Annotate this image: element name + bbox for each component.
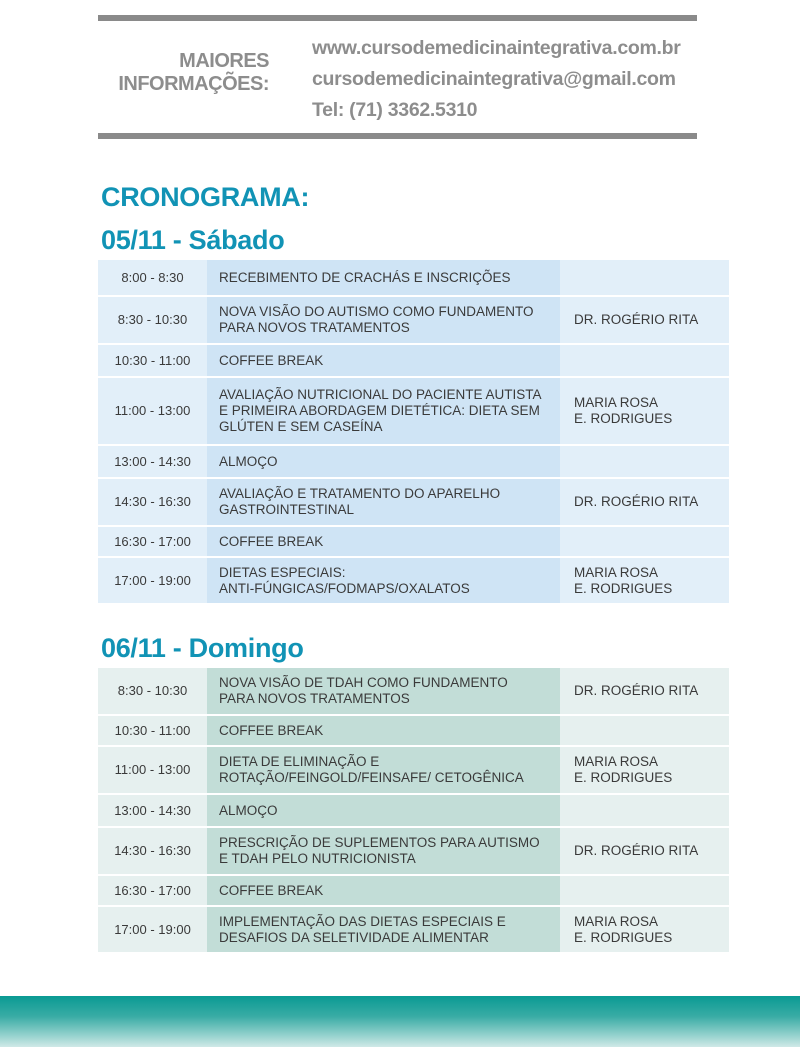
schedule-time: 16:30 - 17:00 bbox=[98, 526, 207, 557]
speaker-line: MARIA ROSA bbox=[574, 395, 659, 410]
activity-line: E TDAH PELO NUTRICIONISTA bbox=[219, 851, 416, 866]
schedule-row bbox=[98, 445, 729, 478]
schedule-activity bbox=[207, 526, 560, 557]
schedule-time: 14:30 - 16:30 bbox=[98, 827, 207, 875]
activity-line: ALMOÇO bbox=[219, 453, 278, 469]
speaker-line: E. RODRIGUES bbox=[574, 411, 673, 426]
day2-heading: 06/11 - Domingo bbox=[101, 633, 304, 663]
schedule-time: 8:30 - 10:30 bbox=[98, 668, 207, 715]
activity-line: ALMOÇO bbox=[219, 802, 278, 818]
schedule-row bbox=[98, 668, 729, 715]
speaker-line: DR. ROGÉRIO RITA bbox=[574, 843, 699, 858]
activity-line: RECEBIMENTO DE CRACHÁS E INSCRIÇÕES bbox=[219, 269, 511, 285]
activity-line: AVALIAÇÃO E TRATAMENTO DO APARELHO bbox=[219, 486, 501, 501]
schedule-speaker bbox=[560, 445, 729, 478]
website-link[interactable]: www.cursodemedicinaintegrativa.com.br bbox=[312, 37, 681, 59]
speaker-line: E. RODRIGUES bbox=[574, 580, 673, 596]
activity-line: DIETAS ESPECIAIS: bbox=[219, 564, 346, 580]
speaker-line: MARIA ROSA bbox=[574, 913, 659, 929]
more-info-label-line2: INFORMAÇÕES: bbox=[118, 73, 269, 95]
top-divider bbox=[98, 15, 697, 21]
schedule-time: 14:30 - 16:30 bbox=[98, 478, 207, 526]
schedule-speaker bbox=[560, 906, 729, 953]
schedule-row bbox=[98, 794, 729, 827]
activity-line: NOVA VISÃO DE TDAH COMO FUNDAMENTO bbox=[219, 675, 508, 690]
schedule-row bbox=[98, 557, 729, 604]
schedule-speaker bbox=[560, 526, 729, 557]
schedule-time: 8:00 - 8:30 bbox=[98, 260, 207, 296]
activity-line: PRESCRIÇÃO DE SUPLEMENTOS PARA AUTISMO bbox=[219, 835, 540, 850]
day1-schedule-table bbox=[98, 260, 729, 605]
schedule-time: 8:30 - 10:30 bbox=[98, 296, 207, 344]
activity-line: COFFEE BREAK bbox=[219, 722, 324, 738]
schedule-row bbox=[98, 344, 729, 377]
schedule-speaker bbox=[560, 377, 729, 445]
schedule-activity bbox=[207, 875, 560, 906]
activity-line: NOVA VISÃO DO AUTISMO COMO FUNDAMENTO bbox=[219, 304, 534, 319]
schedule-speaker bbox=[560, 344, 729, 377]
schedule-speaker bbox=[560, 668, 729, 715]
activity-line: DIETA DE ELIMINAÇÃO E bbox=[219, 754, 380, 769]
activity-line: E PRIMEIRA ABORDAGEM DIETÉTICA: DIETA SEM bbox=[219, 403, 540, 418]
phone-number: Tel: (71) 3362.5310 bbox=[312, 99, 478, 121]
activity-line: IMPLEMENTAÇÃO DAS DIETAS ESPECIAIS E bbox=[219, 913, 506, 929]
schedule-speaker bbox=[560, 746, 729, 794]
schedule-row bbox=[98, 478, 729, 526]
speaker-line: DR. ROGÉRIO RITA bbox=[574, 312, 699, 327]
bottom-divider bbox=[98, 133, 697, 139]
speaker-line: E. RODRIGUES bbox=[574, 929, 673, 945]
schedule-activity bbox=[207, 668, 560, 715]
activity-line: GLÚTEN E SEM CASEÍNA bbox=[219, 419, 383, 434]
schedule-activity bbox=[207, 746, 560, 794]
schedule-activity bbox=[207, 478, 560, 526]
activity-line: PARA NOVOS TRATAMENTOS bbox=[219, 691, 410, 706]
speaker-line: MARIA ROSA bbox=[574, 564, 659, 580]
schedule-speaker bbox=[560, 557, 729, 604]
day1-heading: 05/11 - Sábado bbox=[101, 225, 285, 255]
schedule-activity bbox=[207, 794, 560, 827]
schedule-row bbox=[98, 746, 729, 794]
day2-schedule-table bbox=[98, 668, 729, 954]
speaker-line: DR. ROGÉRIO RITA bbox=[574, 494, 699, 509]
schedule-activity bbox=[207, 296, 560, 344]
schedule-speaker bbox=[560, 715, 729, 746]
schedule-time: 13:00 - 14:30 bbox=[98, 445, 207, 478]
schedule-time: 13:00 - 14:30 bbox=[98, 794, 207, 827]
activity-line: ROTAÇÃO/FEINGOLD/FEINSAFE/ CETOGÊNICA bbox=[219, 770, 524, 785]
schedule-time: 11:00 - 13:00 bbox=[98, 377, 207, 445]
activity-line: COFFEE BREAK bbox=[219, 352, 324, 368]
activity-line: COFFEE BREAK bbox=[219, 882, 324, 898]
speaker-line: DR. ROGÉRIO RITA bbox=[574, 683, 699, 698]
schedule-row bbox=[98, 715, 729, 746]
footer-band bbox=[0, 996, 800, 1047]
schedule-activity bbox=[207, 344, 560, 377]
schedule-time: 16:30 - 17:00 bbox=[98, 875, 207, 906]
activity-line: COFFEE BREAK bbox=[219, 533, 324, 549]
schedule-row bbox=[98, 526, 729, 557]
schedule-row bbox=[98, 260, 729, 296]
schedule-time: 11:00 - 13:00 bbox=[98, 746, 207, 794]
schedule-row bbox=[98, 827, 729, 875]
schedule-speaker bbox=[560, 827, 729, 875]
speaker-line: E. RODRIGUES bbox=[574, 770, 673, 785]
schedule-speaker bbox=[560, 478, 729, 526]
schedule-speaker bbox=[560, 296, 729, 344]
activity-line: DESAFIOS DA SELETIVIDADE ALIMENTAR bbox=[219, 929, 489, 945]
more-info-label-line1: MAIORES bbox=[179, 50, 269, 72]
page-title: CRONOGRAMA: bbox=[101, 182, 310, 212]
activity-line: GASTROINTESTINAL bbox=[219, 502, 355, 517]
speaker-line: MARIA ROSA bbox=[574, 754, 659, 769]
schedule-time: 17:00 - 19:00 bbox=[98, 557, 207, 604]
schedule-activity bbox=[207, 445, 560, 478]
schedule-row bbox=[98, 377, 729, 445]
contact-block bbox=[312, 33, 681, 126]
schedule-time: 10:30 - 11:00 bbox=[98, 715, 207, 746]
schedule-time: 10:30 - 11:00 bbox=[98, 344, 207, 377]
more-info-label bbox=[69, 50, 269, 96]
email-link[interactable]: cursodemedicinaintegrativa@gmail.com bbox=[312, 68, 676, 90]
schedule-activity bbox=[207, 715, 560, 746]
schedule-activity bbox=[207, 557, 560, 604]
activity-line: AVALIAÇÃO NUTRICIONAL DO PACIENTE AUTISTA bbox=[219, 387, 542, 402]
schedule-row bbox=[98, 875, 729, 906]
schedule-row bbox=[98, 296, 729, 344]
activity-line: ANTI-FÚNGICAS/FODMAPS/OXALATOS bbox=[219, 580, 470, 596]
schedule-activity bbox=[207, 827, 560, 875]
schedule-row bbox=[98, 906, 729, 953]
schedule-activity bbox=[207, 260, 560, 296]
schedule-time: 17:00 - 19:00 bbox=[98, 906, 207, 953]
schedule-speaker bbox=[560, 794, 729, 827]
schedule-speaker bbox=[560, 260, 729, 296]
schedule-activity bbox=[207, 377, 560, 445]
schedule-activity bbox=[207, 906, 560, 953]
schedule-speaker bbox=[560, 875, 729, 906]
activity-line: PARA NOVOS TRATAMENTOS bbox=[219, 320, 410, 335]
